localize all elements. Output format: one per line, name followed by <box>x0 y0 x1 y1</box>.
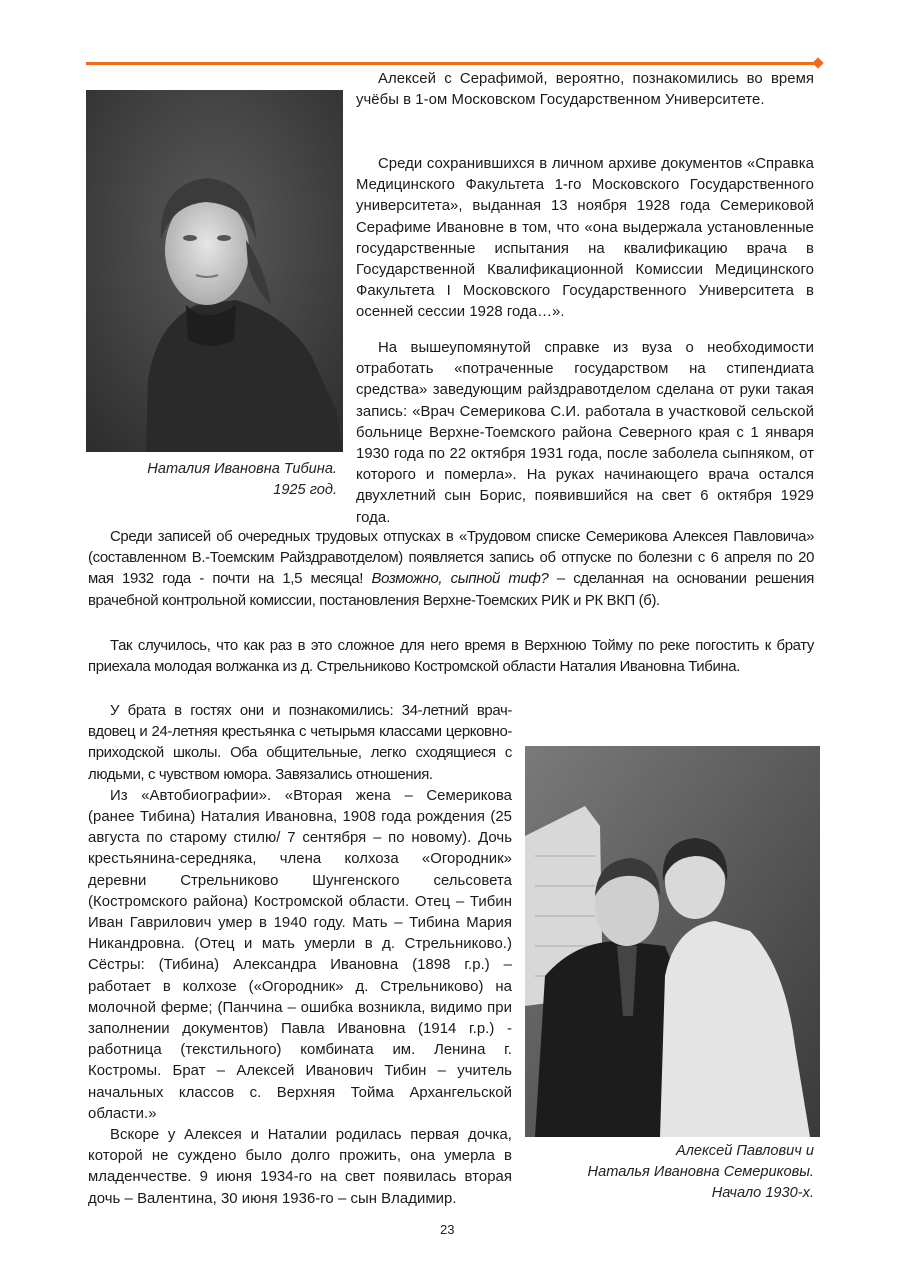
paragraph-6: У брата в гостях они и познакомились: 34-летний врач-вдовец и 24-летняя крестьянка с четырьмя классами церковно-приходской школы. Оба общительные, легко сходящиеся с людьми, с чувством юмора. Завязались отношения. <box>88 703 512 783</box>
photo-float-spacer <box>512 745 814 1255</box>
paragraph-4-text-a: Среди записей об очередных трудовых отпусках в «Трудовом списке Семерикова Алексея Павловича» (составленном В.-Тоемским Райздравотделом) появляется запись об отпуске по болезни с 6 апреля по 20 мая 1932 года - почти на 1,5 месяца! <box>88 529 814 588</box>
paragraph-4 <box>88 527 814 612</box>
paragraph-1: Алексей с Серафимой, вероятно, познакомились во время учёбы в 1-ом Московском Государственном Университете. <box>356 71 814 109</box>
paragraph-4-text-b: – сделанная на основании решения врачебной контрольной комиссии, постановления Верхне-Тоемских РИК и РК ВКП (б). <box>88 571 814 609</box>
photo-caption-tibina <box>100 459 337 501</box>
page-number: 23 <box>440 1222 455 1237</box>
wrapped-text-column <box>88 701 814 1255</box>
paragraph-7: Из «Автобиографии». «Вторая жена – Семерикова (ранее Тибина) Наталия Ивановна, 1908 года рождения (25 августа по старому стилю/ 7 сентября – по новому). Дочь крестьянина-середняка, члена колхоза «Огородник» деревни Стрельниково Шунгенского сельсовета (Костромского района) Костромской области. Отец – Тибин Иван Гаврилович умер в 1940 году. Мать – Тибина Мария Никандровна. (Отец и мать умерли в д. Стрельниково.) Сёстры: (Тибина) Александра Ивановна (1898 г.р.) – работает в колхозе («Огородник» д. Стрельниково) на молочной ферме; (Панчина – ошибка возникла, видимо при заполнении документов) Павла Ивановна (1914 г.р.) - работница (текстильного) комбината им. Ленина г. Костромы. Брат – Алексей Иванович Тибин – учитель начальных классов с. Верхняя Тойма Архангельской области.» <box>88 787 512 1122</box>
paragraph-3: На вышеупомянутой справке из вуза о необходимости отработать «потраченные государством на стипендиата средства» заведующим райздравотделом сделана от руки такая запись: «Врач Семерикова С.И. работала в участковой сельской больнице Верхне-Тоемского района Северного края с 1 января 1930 года по 22 октября 1931 года, после заболела сыпняком, от которого и померла». На руках начинающего врача остался двухлетний сын Борис, появившийся на свет 6 октября 1929 года. <box>356 340 814 526</box>
paragraph-8: Вскоре у Алексея и Наталии родилась первая дочка, которой не суждено было долго прожить, она умерла в младенчестве. 9 июня 1934-го на свет появилась вторая дочь – Валентина, 30 июня 1936-го – сын Владимир. <box>88 1127 512 1207</box>
paragraph-4-italic: Возможно, сыпной тиф? <box>371 571 549 588</box>
caption-line: Алексей Павлович и <box>675 1143 814 1159</box>
caption-line: Наталия Ивановна Тибина. <box>147 461 337 477</box>
paragraph-2: Среди сохранившихся в личном архиве документов «Справка Медицинского Факультета 1-го Московского Государственного университета», выданная 13 ноября 1928 года Семериковой Серафиме Ивановне в том, что «она выдержала установленные государственные испытания на квалификацию врача в Государственной Квалификационной Комиссии Медицинского Факультета I Московского Государственного Университета в осенней сессии 1928 года…». <box>356 156 814 321</box>
caption-line: Наталья Ивановна Семериковы. <box>587 1164 814 1180</box>
portrait-photo-tibina <box>86 90 343 452</box>
caption-line: Начало 1930-х. <box>711 1185 814 1201</box>
caption-line: 1925 год. <box>273 482 337 498</box>
header-rule-diamond <box>812 57 823 68</box>
paragraph-5: Так случилось, что как раз в это сложное для него время в Верхнюю Тойму по реке погостить к брату приехала молодая волжанка из д. Стрельниково Костромской области Наталия Ивановна Тибина. <box>88 638 814 676</box>
header-rule <box>86 62 818 65</box>
